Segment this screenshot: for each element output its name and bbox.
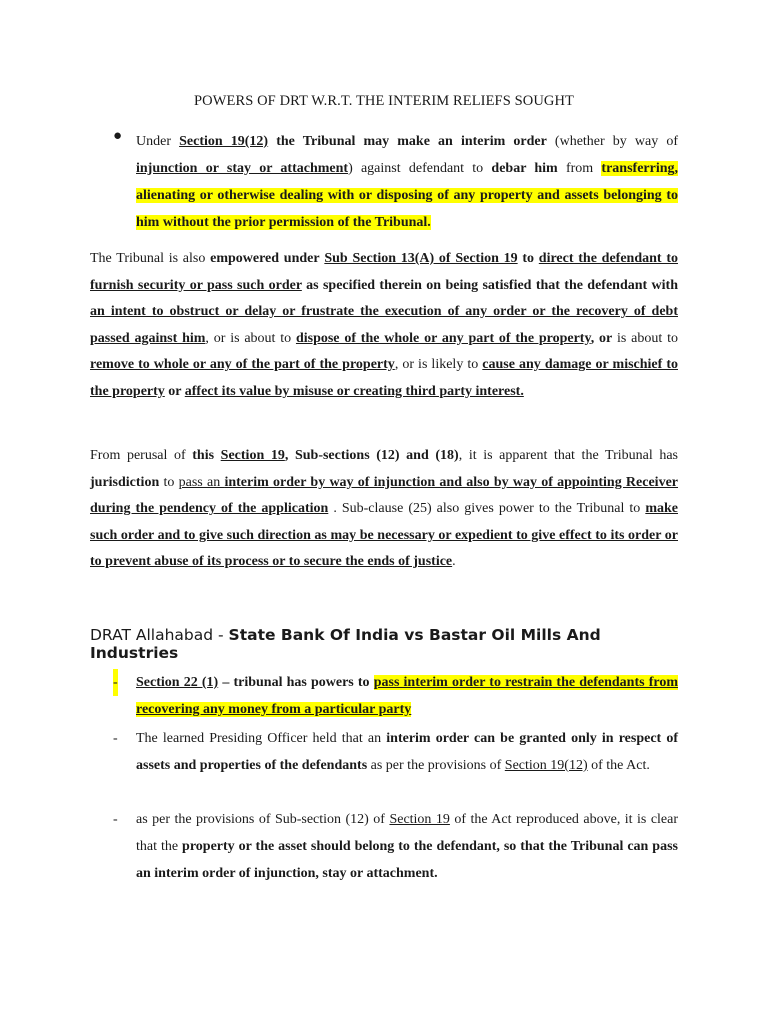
document-title: POWERS OF DRT W.R.T. THE INTERIM RELIEFS SOUGHT — [193, 93, 575, 109]
text-run: debar him — [491, 161, 558, 176]
section-reference: Section 19 — [389, 812, 450, 827]
text-run: , it is apparent that the Tribunal has — [458, 448, 679, 463]
section-reference: Sub Section 13(A) of Section 19 — [324, 251, 518, 266]
text-run: , or is about to — [205, 330, 296, 346]
text-run: , or — [590, 330, 613, 346]
dash-icon: - — [113, 812, 118, 827]
text-run: as per the provisions of Sub-section (12) of — [136, 812, 390, 827]
dash-icon: - — [113, 669, 118, 696]
section-reference: Section 19 — [220, 448, 285, 463]
text-run: the Tribunal may make an interim order — [268, 134, 547, 149]
bullet-icon: ● — [113, 128, 123, 144]
case-title: State Bank Of India vs Bastar Oil Mills And Industries — [90, 626, 601, 662]
text-run: as per the provisions of — [367, 758, 505, 773]
text-run: this — [192, 448, 221, 463]
text-run: jurisdiction — [90, 474, 160, 490]
dash-text — [136, 806, 678, 887]
text-run: an intent to obstruct or delay or frustrate the execution of any order or the recovery of debt passed against him — [90, 304, 678, 346]
text-run: Under — [136, 134, 180, 149]
paragraph-sub-section-13a — [90, 246, 678, 406]
dash-text — [136, 725, 678, 779]
text-run: dispose of the whole or any part of the property — [295, 330, 591, 346]
highlighted-text: transferring, alienating or otherwise dealing with or disposing of any property and assets belonging to him without the prior permission of the Tribunal. — [136, 161, 679, 230]
bullet-text — [136, 128, 678, 236]
text-run: make such order and to give such direction as may be necessary or expedient to give effect to its order or to prevent abuse of its process or to secure the ends of justice — [90, 501, 678, 570]
text-run: remove to whole or any of the part of the property — [90, 357, 395, 373]
case-heading — [90, 626, 690, 662]
text-run: to — [517, 251, 539, 266]
text-run: interim order by way of injunction and also by way of appointing Receiver during the pendency of the application — [90, 474, 679, 517]
text-run: direct the defendant to furnish security or pass such order — [90, 251, 678, 293]
dash-icon: - — [113, 731, 118, 746]
text-run: cause any damage or mischief to the property — [90, 357, 678, 399]
text-run: pass an — [178, 474, 225, 490]
paragraph-section-19-perusal — [90, 443, 678, 576]
text-run: to — [159, 474, 179, 490]
text-run: The learned Presiding Officer held that an — [136, 731, 387, 746]
text-run: injunction or stay or attachment — [136, 161, 349, 176]
text-run: . — [452, 554, 456, 570]
section-reference: Section 19(12) — [179, 134, 269, 149]
court-name: DRAT Allahabad - — [90, 626, 229, 644]
section-reference: Section 19(12) — [504, 758, 588, 773]
text-run: of the Act. — [587, 758, 650, 773]
text-run: empowered under — [210, 251, 320, 266]
section-reference: Section 22 (1) — [136, 675, 219, 690]
text-run: of the Act reproduced above, it is clear that the — [136, 812, 679, 854]
text-run: , or is likely to — [394, 357, 483, 373]
text-run: interim order can be granted only in respect of assets and properties of the defendants — [136, 731, 678, 773]
text-run: , Sub-sections (12) and (18) — [284, 448, 459, 463]
text-run: affect its value by misuse or creating third party interest. — [184, 383, 524, 399]
text-run: is about to — [612, 330, 678, 346]
text-run: property or the asset should belong to the defendant, so that the Tribunal can pass an interim order of injunction, stay or attachment. — [136, 839, 678, 881]
text-run: The Tribunal is also — [90, 251, 211, 266]
text-run: (whether by way of — [546, 134, 678, 149]
text-run: from — [557, 161, 602, 176]
highlighted-text: pass interim order to restrain the defendants from recovering any money from a particular party — [136, 675, 678, 717]
dash-text — [136, 669, 678, 723]
text-run: From perusal of — [90, 448, 193, 463]
text-run: . Sub-clause (25) also gives power to the Tribunal to — [328, 501, 646, 517]
text-run: – tribunal has powers to — [218, 675, 374, 690]
text-run: or — [164, 383, 185, 399]
text-run: as specified therein on being satisfied that the defendant with — [301, 277, 678, 293]
text-run: ) against defendant to — [348, 161, 492, 176]
